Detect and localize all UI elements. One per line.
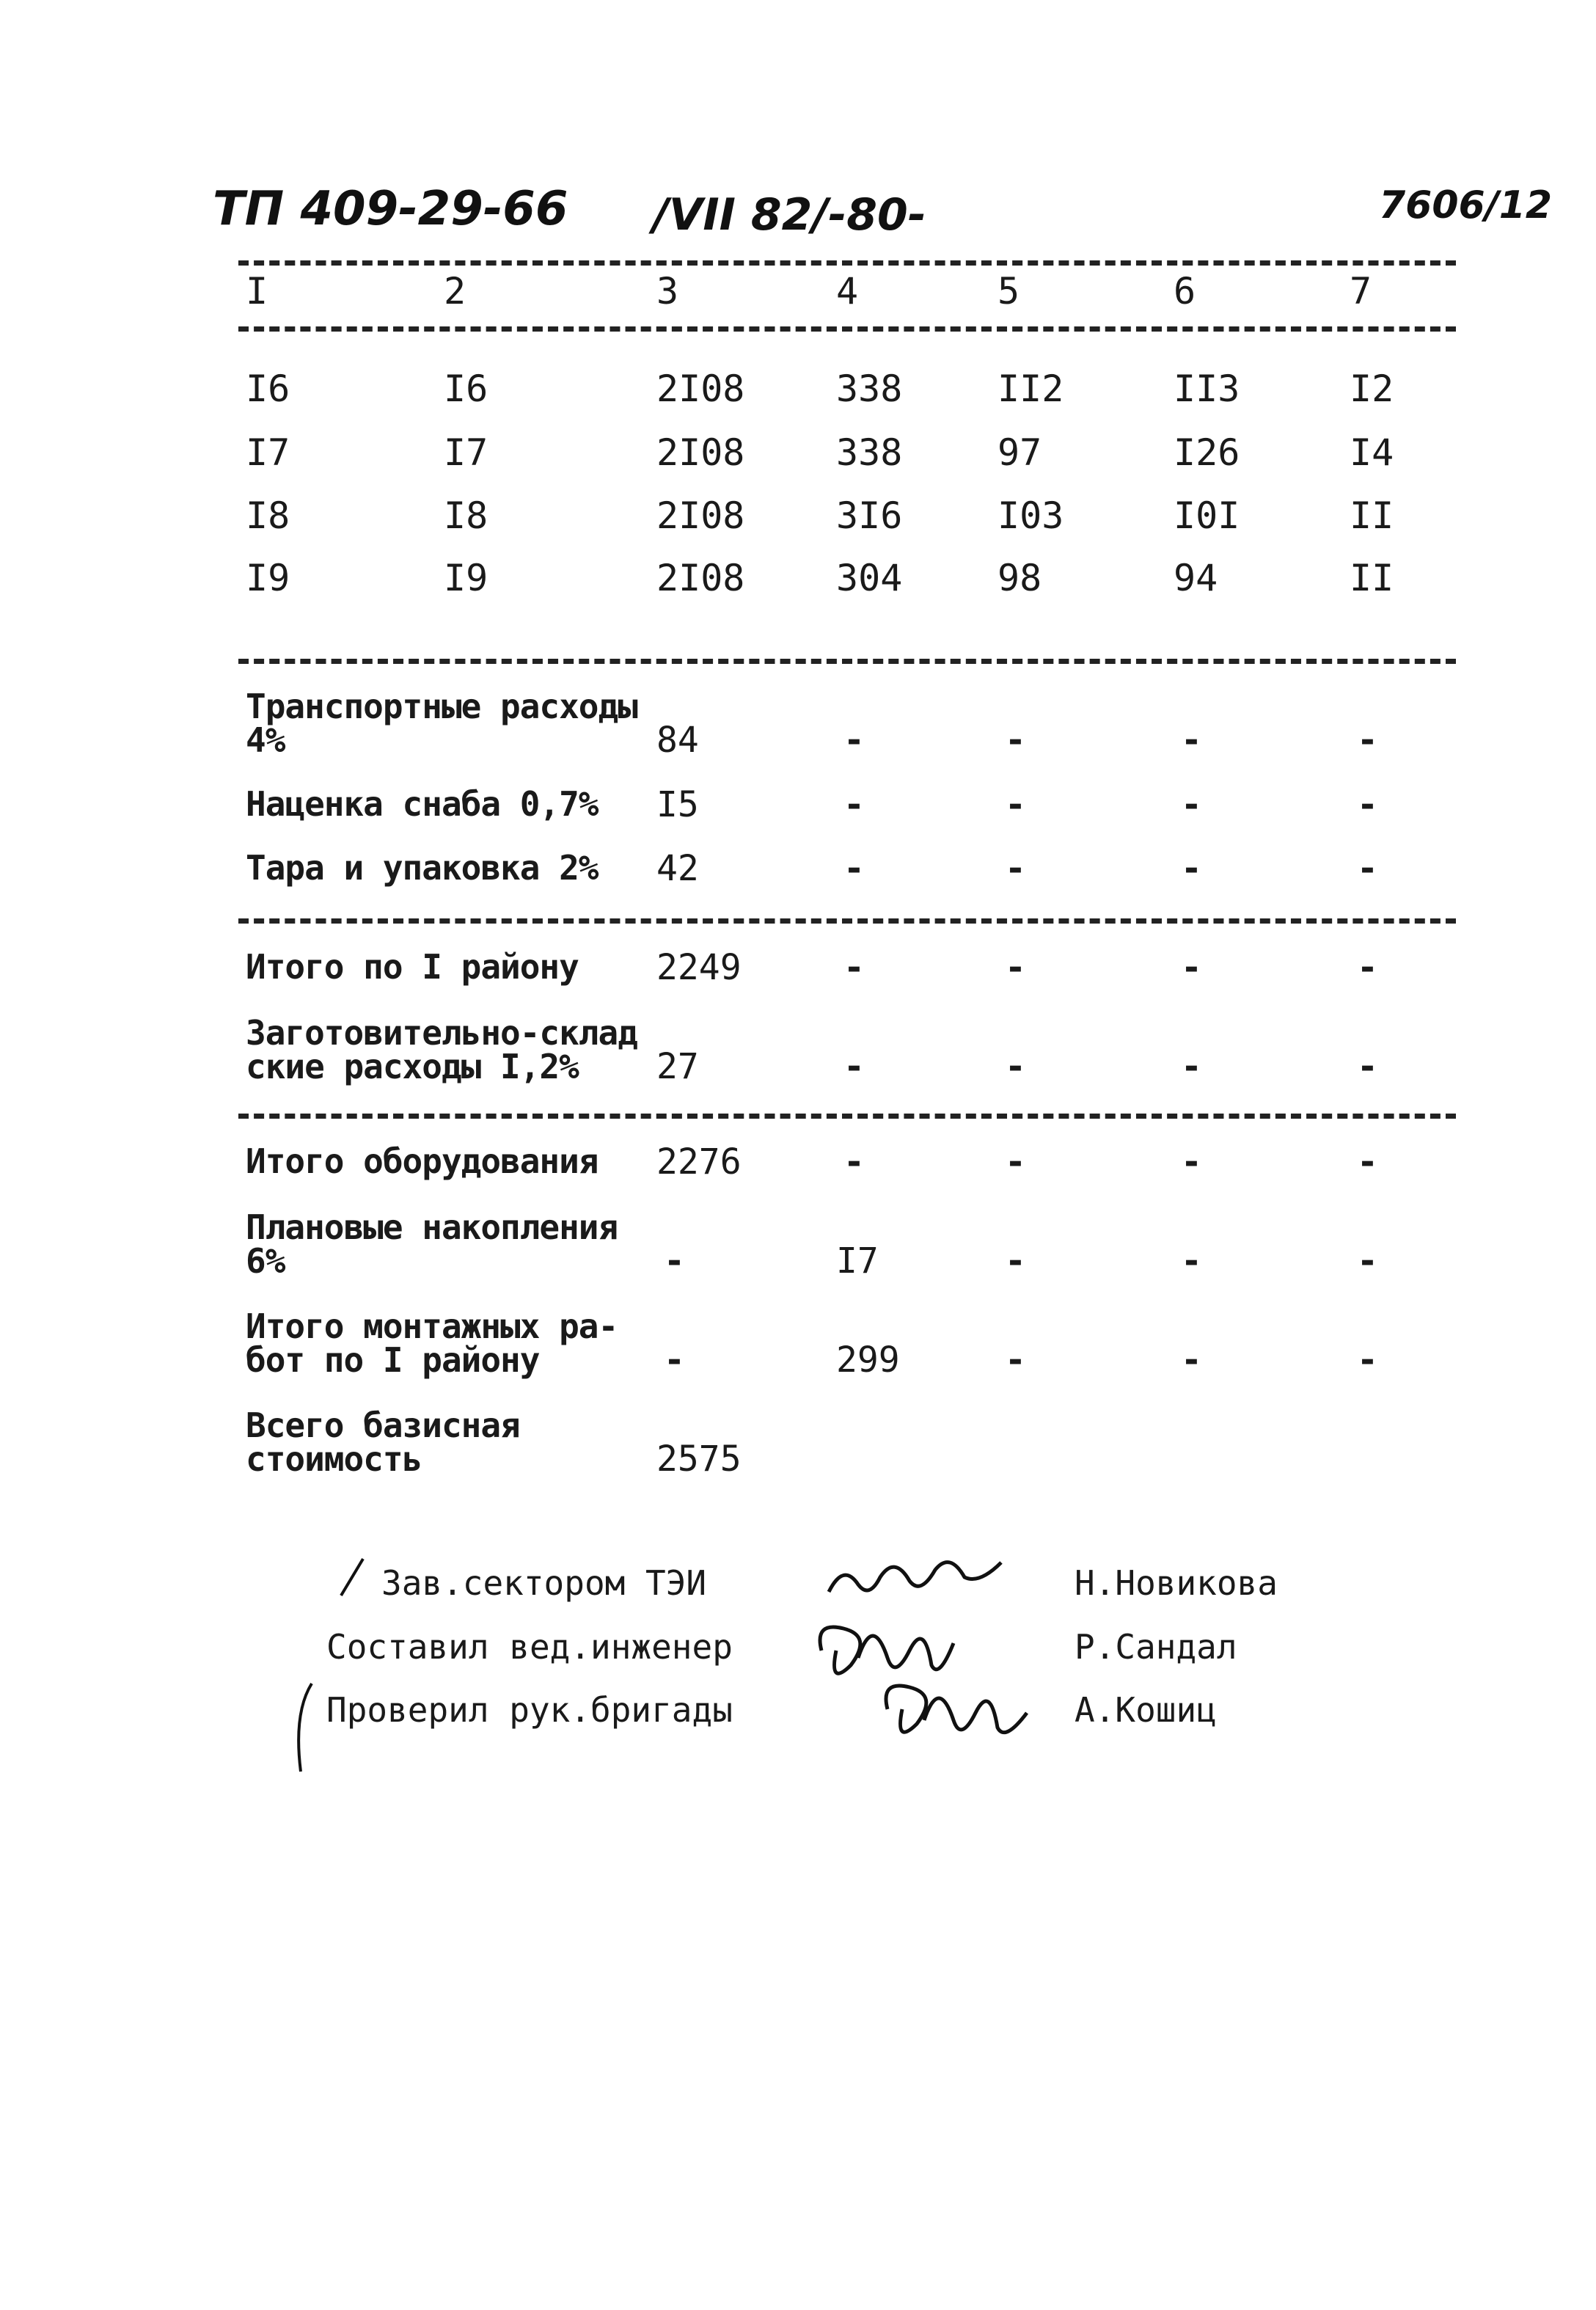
summary-value: 2276 [656, 1141, 742, 1183]
summary-dash: - [843, 1141, 865, 1183]
table-cell: I6 [246, 368, 290, 410]
summary-label: Заготовительно-склад ские расходы I,2% [246, 1013, 637, 1086]
table-cell: I9 [246, 557, 290, 599]
summary-value: 27 [656, 1046, 699, 1087]
table-cell: I7 [246, 431, 290, 474]
rule-top [238, 260, 1456, 266]
summary-dash: - [1005, 720, 1026, 761]
summary-value: 299 [836, 1339, 900, 1381]
summary-value: I7 [836, 1240, 879, 1282]
table-cell: II [1350, 557, 1394, 599]
margin-slash-mark [337, 1555, 367, 1599]
summary-value: 2249 [656, 947, 742, 988]
summary-dash: - [1357, 1240, 1378, 1282]
column-header: 5 [997, 270, 1020, 312]
summary-dash: - [1357, 784, 1378, 825]
table-cell: 97 [997, 431, 1042, 474]
column-header: 7 [1350, 270, 1372, 312]
table-cell: 2I08 [656, 494, 745, 537]
column-header: 4 [836, 270, 859, 312]
summary-dash: - [1005, 1046, 1026, 1087]
signature-role: Проверил рук.бригады [326, 1690, 733, 1730]
series-code: /VII 82/-80- [653, 189, 926, 241]
table-cell: I4 [1350, 431, 1394, 474]
summary-label: Тара и упаковка 2% [246, 848, 598, 888]
summary-label: Транспортные расходы 4% [246, 687, 637, 760]
summary-dash: - [843, 848, 865, 889]
table-cell: I03 [997, 494, 1064, 537]
sheet-ref: 7606/12 [1379, 183, 1553, 227]
summary-label: Наценка снаба 0,7% [246, 784, 598, 824]
summary-dash: - [1005, 1141, 1026, 1183]
summary-dash: - [1357, 720, 1378, 761]
table-cell: I0I [1174, 494, 1240, 537]
summary-label: Итого оборудования [246, 1141, 598, 1181]
table-cell: 338 [836, 368, 903, 410]
summary-dash: - [843, 1046, 865, 1087]
summary-dash: - [1181, 1141, 1202, 1183]
column-header: 3 [656, 270, 679, 312]
summary-dash: - [1357, 1141, 1378, 1183]
signature-name: А.Кошиц [1075, 1690, 1217, 1730]
summary-value: 42 [656, 848, 699, 889]
table-cell: II [1350, 494, 1394, 537]
table-cell: 2I08 [656, 431, 745, 474]
table-cell: I6 [444, 368, 488, 410]
table-cell: 94 [1174, 557, 1218, 599]
summary-value: 2575 [656, 1439, 742, 1480]
summary-dash: - [843, 947, 865, 988]
summary-dash: - [1005, 947, 1026, 988]
rule-after-packaging [238, 918, 1456, 924]
signature-role: Составил вед.инженер [326, 1627, 733, 1667]
summary-dash: - [1181, 848, 1202, 889]
summary-dash: - [1181, 720, 1202, 761]
summary-dash: - [1181, 1339, 1202, 1381]
table-cell: 2I08 [656, 368, 745, 410]
summary-dash: - [664, 1240, 685, 1282]
summary-label: Итого по I району [246, 947, 579, 987]
signature-role: Зав.сектором ТЭИ [381, 1563, 707, 1603]
summary-dash: - [843, 720, 865, 761]
rule-after-rows [238, 659, 1456, 664]
summary-dash: - [1357, 1339, 1378, 1381]
table-cell: II3 [1174, 368, 1240, 410]
summary-dash: - [1181, 1046, 1202, 1087]
margin-bracket-mark [290, 1680, 319, 1775]
table-cell: II2 [997, 368, 1064, 410]
summary-dash: - [1005, 848, 1026, 889]
summary-dash: - [1005, 1240, 1026, 1282]
summary-dash: - [1357, 1046, 1378, 1087]
signature-novikova [821, 1548, 1027, 1607]
summary-label: Плановые накопления 6% [246, 1207, 618, 1281]
summary-dash: - [1181, 784, 1202, 825]
summary-dash: - [1357, 947, 1378, 988]
table-cell: I8 [444, 494, 488, 537]
summary-dash: - [1357, 848, 1378, 889]
signature-name: Н.Новикова [1075, 1563, 1278, 1603]
table-cell: I2 [1350, 368, 1394, 410]
table-cell: 304 [836, 557, 903, 599]
rule-after-warehouse [238, 1114, 1456, 1119]
doc-code: ТП 409-29-66 [213, 182, 568, 236]
signature-koshits [873, 1665, 1034, 1746]
table-cell: 2I08 [656, 557, 745, 599]
summary-label: Итого монтажных ра- бот по I району [246, 1306, 618, 1380]
table-cell: I8 [246, 494, 290, 537]
summary-value: 84 [656, 720, 699, 761]
summary-dash: - [1005, 784, 1026, 825]
summary-value: I5 [656, 784, 699, 825]
column-header: 6 [1174, 270, 1196, 312]
table-cell: 98 [997, 557, 1042, 599]
column-header: 2 [444, 270, 466, 312]
summary-dash: - [843, 784, 865, 825]
summary-dash: - [1181, 947, 1202, 988]
table-cell: 338 [836, 431, 903, 474]
signature-name: Р.Сандал [1075, 1627, 1237, 1667]
rule-under-header [238, 326, 1456, 332]
table-cell: I7 [444, 431, 488, 474]
summary-dash: - [664, 1339, 685, 1381]
summary-dash: - [1181, 1240, 1202, 1282]
summary-dash: - [1005, 1339, 1026, 1381]
table-cell: I26 [1174, 431, 1240, 474]
table-cell: 3I6 [836, 494, 903, 537]
table-cell: I9 [444, 557, 488, 599]
column-header: I [246, 270, 268, 312]
summary-label: Всего базисная стоимость [246, 1406, 520, 1479]
